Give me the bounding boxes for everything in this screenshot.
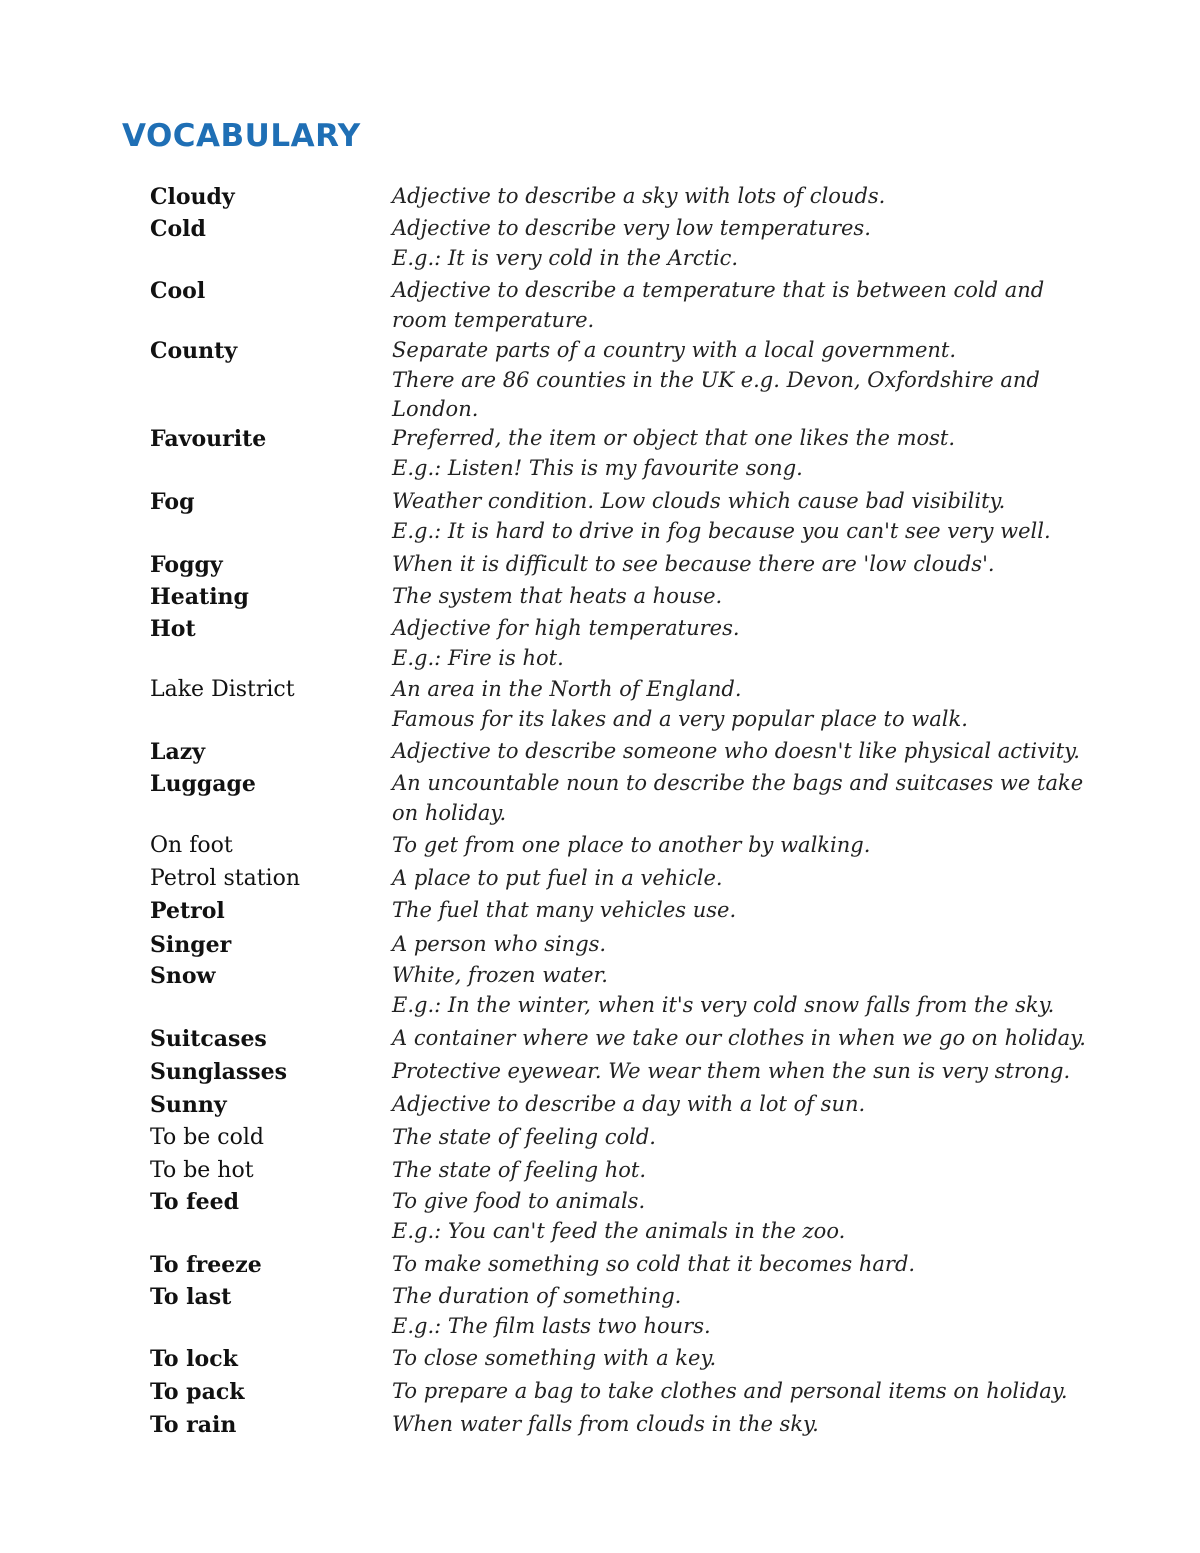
vocab-term: Cool (150, 278, 206, 304)
vocab-definition (392, 961, 1072, 1020)
vocab-definition (392, 930, 1072, 960)
vocab-definition (392, 1410, 1072, 1440)
vocab-definition (392, 1344, 1072, 1374)
vocab-definition (392, 424, 1072, 483)
vocab-term: To last (150, 1284, 232, 1310)
vocab-definition (392, 1024, 1086, 1054)
vocab-term: Cold (150, 216, 206, 242)
definition-line: To get from one place to another by walking. (392, 833, 871, 857)
definition-extra-line: room temperature. (392, 307, 595, 332)
vocab-definition (392, 737, 1080, 767)
definition-extra-line: on holiday. (392, 800, 507, 825)
definition-line: White, frozen water. (392, 963, 608, 987)
vocab-definition (392, 487, 1072, 546)
vocab-definition (392, 1377, 1072, 1407)
definition-line: A person who sings. (392, 932, 607, 956)
vocab-term: Snow (150, 963, 216, 989)
definition-line: Separate parts of a country with a local government. (392, 338, 957, 362)
definition-line: An area in the North of England. (392, 677, 742, 701)
vocab-term: Fog (150, 489, 195, 515)
vocab-term: To lock (150, 1346, 238, 1372)
vocab-definition (392, 214, 1072, 273)
definition-line: Adjective to describe very low temperatures. (392, 216, 871, 240)
vocab-term: Petrol (150, 898, 225, 924)
vocab-definition (392, 675, 1072, 734)
vocab-term: To be hot (150, 1158, 254, 1183)
vocab-definition (392, 550, 1072, 580)
vocab-term: On foot (150, 833, 233, 858)
vocab-term: Lazy (150, 739, 205, 765)
vocab-definition (392, 1057, 1072, 1087)
vocab-term: To rain (150, 1412, 237, 1438)
vocab-term: Hot (150, 616, 196, 642)
definition-line: To make something so cold that it becomes hard. (392, 1252, 916, 1276)
vocab-definition (392, 896, 1072, 926)
vocab-term: To pack (150, 1379, 245, 1405)
vocab-term: Petrol station (150, 866, 301, 891)
definition-extra-line: E.g.: In the winter, when it's very cold snow falls from the sky. (392, 992, 1055, 1017)
vocab-definition (392, 276, 1072, 335)
definition-line: Adjective for high temperatures. (392, 616, 740, 640)
vocab-term: Foggy (150, 552, 223, 578)
vocab-term: Luggage (150, 771, 256, 797)
vocab-definition (392, 1123, 1072, 1153)
definition-extra-line: E.g.: It is hard to drive in fog because you can't see very well. (392, 518, 1051, 543)
vocab-definition (392, 182, 1072, 212)
definition-extra-line: E.g.: It is very cold in the Arctic. (392, 245, 739, 270)
vocab-definition (392, 336, 1072, 425)
definition-extra-line: There are 86 counties in the UK e.g. Devon, Oxfordshire and (392, 367, 1040, 392)
vocab-term: To feed (150, 1189, 240, 1215)
definition-line: When it is difficult to see because there are 'low clouds'. (392, 552, 995, 576)
definition-extra-line: Famous for its lakes and a very popular place to walk. (392, 706, 968, 731)
definition-extra-line: E.g.: The film lasts two hours. (392, 1313, 711, 1338)
vocab-definition (392, 1156, 1072, 1186)
vocab-definition (392, 864, 1072, 894)
definition-extra-line: London. (392, 397, 479, 421)
definition-line: To close something with a key. (392, 1346, 717, 1370)
vocab-definition (392, 1282, 1072, 1341)
vocab-term: Favourite (150, 426, 267, 452)
definition-line: Preferred, the item or object that one likes the most. (392, 426, 956, 450)
vocab-term: To freeze (150, 1252, 262, 1278)
vocab-term: Sunglasses (150, 1059, 288, 1085)
vocab-definition (392, 614, 1072, 673)
definition-extra-line: E.g.: You can't feed the animals in the zoo. (392, 1218, 846, 1243)
definition-line: When water falls from clouds in the sky. (392, 1412, 819, 1436)
vocab-term: Heating (150, 584, 249, 610)
vocab-term: Cloudy (150, 184, 235, 210)
vocab-definition (392, 582, 1072, 612)
vocab-definition (392, 769, 1084, 828)
vocab-term: Lake District (150, 677, 295, 702)
vocab-definition (392, 1250, 1072, 1280)
vocab-term: Suitcases (150, 1026, 267, 1052)
vocab-term: County (150, 338, 238, 364)
definition-line: Weather condition. Low clouds which cause bad visibility. (392, 489, 1006, 513)
definition-line: To give food to animals. (392, 1189, 646, 1213)
definition-line: Adjective to describe a sky with lots of clouds. (392, 184, 886, 208)
definition-line: The fuel that many vehicles use. (392, 898, 737, 922)
definition-line: Adjective to describe a temperature that is between cold and (392, 278, 1045, 302)
definition-line: The state of feeling cold. (392, 1125, 656, 1149)
definition-line: The system that heats a house. (392, 584, 723, 608)
vocab-definition (392, 831, 1072, 861)
vocab-term: Sunny (150, 1092, 227, 1118)
definition-line: The duration of something. (392, 1284, 682, 1308)
definition-line: The state of feeling hot. (392, 1158, 646, 1182)
vocab-definition (392, 1090, 1072, 1120)
vocab-definition (392, 1187, 1072, 1246)
definition-line: Protective eyewear. We wear them when the sun is very strong. (392, 1059, 1071, 1083)
definition-line: A container where we take our clothes in when we go on holiday. (392, 1026, 1086, 1050)
definition-line: To prepare a bag to take clothes and personal items on holiday. (392, 1379, 1068, 1403)
definition-line: Adjective to describe a day with a lot of sun. (392, 1092, 866, 1116)
definition-line: A place to put fuel in a vehicle. (392, 866, 723, 890)
page-title: VOCABULARY (122, 118, 361, 154)
vocab-term: Singer (150, 932, 232, 958)
vocab-term: To be cold (150, 1125, 264, 1150)
definition-extra-line: E.g.: Fire is hot. (392, 645, 564, 670)
definition-extra-line: E.g.: Listen! This is my favourite song. (392, 455, 803, 480)
definition-line: Adjective to describe someone who doesn't like physical activity. (392, 739, 1080, 763)
definition-line: An uncountable noun to describe the bags and suitcases we take (392, 771, 1084, 795)
